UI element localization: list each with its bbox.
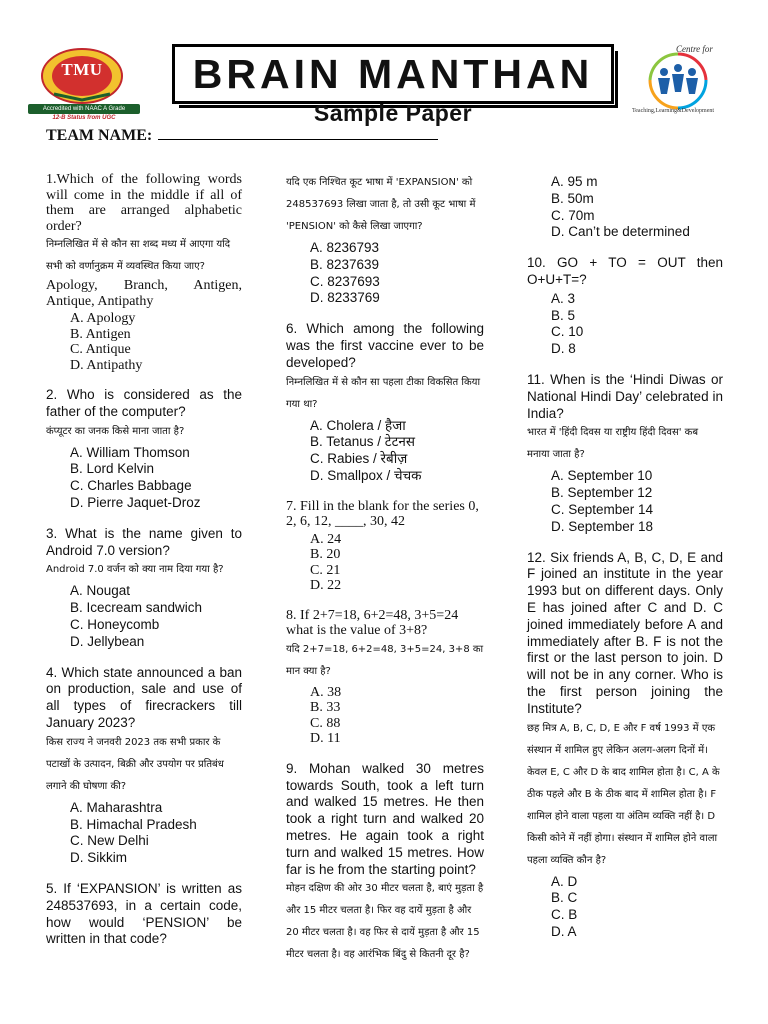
option-c[interactable]: C. Honeycomb [70, 616, 160, 632]
column-1 [46, 172, 242, 962]
team-name-blank[interactable] [158, 128, 438, 140]
question-10 [527, 255, 723, 358]
question-hindi: निम्नलिखित में से कौन सा पहला टीका विकसित किया गया था? [286, 376, 481, 410]
option-b[interactable]: B. 33 [310, 700, 341, 716]
question-9-options [527, 174, 723, 241]
question-text: 2. Who is considered as the father of the computer? [46, 387, 242, 419]
options-list [46, 800, 242, 867]
question-text: 9. Mohan walked 30 metres towards South, took a left turn and walked 15 metres. He then took a right turn and walked 20 metres. He again took a right turn and walked 15 metres. How far is he from the starting point? [286, 760, 484, 877]
option-a[interactable]: A. Cholera / हैजा [310, 417, 406, 433]
column-2 [286, 172, 484, 980]
option-d[interactable]: D. Jellybean [70, 633, 145, 649]
word-list: Apology, Branch, Antigen, Antique, Antipathy [46, 278, 242, 309]
option-a[interactable]: A. September 10 [551, 468, 653, 484]
question-hindi: यदि 2+7=18, 6+2=48, 3+5=24, 3+8 का मान क्या है? [286, 643, 484, 677]
question-text: 10. GO + TO = OUT then O+U+T=? [527, 255, 723, 287]
naac-badge: Accredited with NAAC A Grade [28, 104, 140, 114]
options-list [527, 174, 723, 241]
team-name-row [46, 127, 446, 145]
option-b[interactable]: B. 20 [310, 547, 341, 563]
question-4 [46, 665, 242, 867]
option-a[interactable]: A. D [551, 873, 578, 889]
question-hindi: किस राज्य ने जनवरी 2023 तक सभी प्रकार के पटाखों के उत्पादन, बिक्री और उपयोग पर प्रतिबंध लगाने की घोषणा की? [46, 736, 224, 792]
question-hindi: यदि एक निश्चित कूट भाषा में 'EXPANSION' को 248537693 लिखा जाता है, तो उसी कूट भाषा में 'PENSION' को कैसे लिखा जाएगा? [286, 177, 476, 232]
option-c[interactable]: C. Rabies / रेबीज़ [310, 451, 408, 467]
question-hindi: भारत में 'हिंदी दिवस या राष्ट्रीय हिंदी दिवस' कब मनाया जाता है? [527, 427, 699, 461]
column-3 [527, 172, 723, 955]
question-3 [46, 526, 242, 651]
option-a[interactable]: A. 3 [551, 290, 576, 306]
option-a[interactable]: A. 95 m [551, 174, 598, 189]
option-c[interactable]: C. 21 [310, 562, 341, 578]
question-5 [46, 881, 242, 948]
options-list [286, 240, 484, 307]
question-9 [286, 761, 484, 967]
option-c[interactable]: C. New Delhi [70, 833, 149, 849]
ctld-logo-bottom-text: Teaching,Learning&Development [632, 108, 715, 114]
question-text: 1.Which of the following words will come in the middle if all of them are arranged alphabetic order? [46, 172, 242, 234]
options-list [286, 418, 484, 485]
option-d[interactable]: D. 11 [310, 731, 341, 747]
question-hindi: Android 7.0 वर्जन को क्या नाम दिया गया है? [46, 564, 224, 576]
question-text: 3. What is the name given to Android 7.0 version? [46, 525, 242, 558]
question-text: 8. If 2+7=18, 6+2=48, 3+5=24 what is the value of 3+8? [286, 607, 459, 639]
option-c[interactable]: C. September 14 [551, 501, 654, 517]
option-c[interactable]: C. 70m [551, 207, 595, 223]
option-d[interactable]: D. A [551, 923, 577, 939]
question-text: 6. Which among the following was the first vaccine ever to be developed? [286, 321, 484, 370]
option-a[interactable]: A. Apology [70, 311, 136, 326]
option-d[interactable]: D. Can’t be determined [551, 224, 690, 240]
option-c[interactable]: C. 8237693 [310, 273, 380, 289]
option-d[interactable]: D. 22 [310, 578, 342, 594]
option-b[interactable]: B. 8237639 [310, 256, 380, 272]
tmu-logo [22, 42, 142, 128]
question-5-continued [286, 172, 484, 307]
option-c[interactable]: C. 88 [310, 715, 341, 731]
title-box [172, 44, 614, 104]
option-d[interactable]: D. September 18 [551, 518, 654, 534]
options-list [286, 685, 484, 747]
options-list [527, 291, 723, 358]
question-2 [46, 387, 242, 512]
ctld-logo [632, 44, 738, 116]
question-12 [527, 550, 723, 941]
question-hindi: छह मित्र A, B, C, D, E और F वर्ष 1993 में एक संस्थान में शामिल हुए लेकिन अलग-अलग दिनों में। केवल E, C और D के बाद शामिल होता है। C, A के ठीक पहले और B के ठीक बाद में शामिल होता है। F शामिल होने वाला पहला या अंतिम व्यक्ति नहीं है। D किसी कोने में नहीं होगा। संस्थान में शामिल होने वाला पहला व्यक्ति कौन है? [527, 722, 720, 866]
question-text: 4. Which state announced a ban on production, sale and use of all types of firecrackers till January 2023? [46, 664, 242, 730]
option-b[interactable]: B. 50m [551, 190, 594, 206]
option-b[interactable]: B. Antigen [70, 326, 131, 342]
option-d[interactable]: D. Antipathy [70, 357, 143, 373]
question-hindi: कंप्यूटर का जनक किसे माना जाता है? [46, 425, 185, 437]
options-list [527, 874, 723, 941]
ctld-logo-top-text: Centre for [676, 44, 713, 54]
option-a[interactable]: A. William Thomson [70, 444, 190, 460]
option-b[interactable]: B. Lord Kelvin [70, 461, 155, 477]
option-c[interactable]: C. B [551, 907, 578, 923]
question-hindi: निम्नलिखित में से कौन सा शब्द मध्य में आएगा यदि सभी को वर्णानुक्रम में व्यवस्थित किया जाए? [46, 239, 231, 272]
ugc-status: 12-B Status from UGC [52, 115, 116, 121]
options-list [46, 445, 242, 512]
tmu-logo-text: TMU [61, 60, 103, 79]
option-d[interactable]: D. Sikkim [70, 850, 127, 866]
option-c[interactable]: C. Antique [70, 342, 131, 357]
options-list [527, 468, 723, 535]
people-circle-icon [640, 48, 716, 112]
question-6 [286, 321, 484, 485]
option-c[interactable]: C. 10 [551, 324, 584, 340]
option-a[interactable]: A. 24 [310, 531, 342, 547]
option-b[interactable]: B. 5 [551, 307, 576, 323]
option-b[interactable]: B. Icecream sandwich [70, 600, 203, 616]
option-b[interactable]: B. C [551, 890, 578, 906]
question-text: 12. Six friends A, B, C, D, E and F joined an institute in the year 1993 but on different days. Only E has joined after C and D. C joined immediately before A and immediately after B. F is not the first or the last person to join. D will not be in any corner. Who is the first person joining the Institute? [527, 549, 723, 716]
question-text: 11. When is the ‘Hindi Diwas or National Hindi Day’ celebrated in India? [527, 371, 723, 421]
option-d[interactable]: D. 8233769 [310, 290, 380, 306]
option-a[interactable]: A. 8236793 [310, 240, 380, 255]
page-subtitle: Sample Paper [313, 100, 473, 126]
option-d[interactable]: D. Smallpox / चेचक [310, 467, 422, 483]
option-d[interactable]: D. 8 [551, 341, 576, 357]
option-c[interactable]: C. Charles Babbage [70, 478, 192, 494]
question-text: 7. Fill in the blank for the series 0, 2, 6, 12, ____, 30, 42 [286, 498, 479, 530]
option-a[interactable]: A. 38 [310, 684, 342, 700]
option-b[interactable]: B. September 12 [551, 485, 653, 501]
option-b[interactable]: B. Himachal Pradesh [70, 816, 197, 832]
options-list [46, 311, 242, 373]
option-a[interactable]: A. Nougat [70, 583, 131, 599]
question-hindi: मोहन दक्षिण की ओर 30 मीटर चलता है, बाएं मुड़ता है और 15 मीटर चलता है। फिर वह दायें मुड़ता है और 20 मीटर चलता है। वह फिर से दायें मुड़ता है और 15 मीटर चलता है। वह आरंभिक बिंदु से कितनी दूर है? [286, 883, 484, 961]
option-a[interactable]: A. Maharashtra [70, 799, 163, 815]
options-list [46, 583, 242, 650]
question-8 [286, 608, 484, 747]
question-11 [527, 372, 723, 536]
options-list [286, 532, 484, 594]
option-b[interactable]: B. Tetanus / टेटनस [310, 434, 416, 450]
page-title: BRAIN MANTHAN [192, 50, 594, 97]
question-text: 5. If ‘EXPANSION’ is written as 248537693, in a certain code, how would ‘PENSION’ be written in that code? [46, 880, 242, 947]
question-7 [286, 499, 484, 594]
option-d[interactable]: D. Pierre Jaquet-Droz [70, 494, 201, 510]
question-1 [46, 172, 242, 373]
team-name-label: TEAM NAME: [46, 127, 153, 144]
